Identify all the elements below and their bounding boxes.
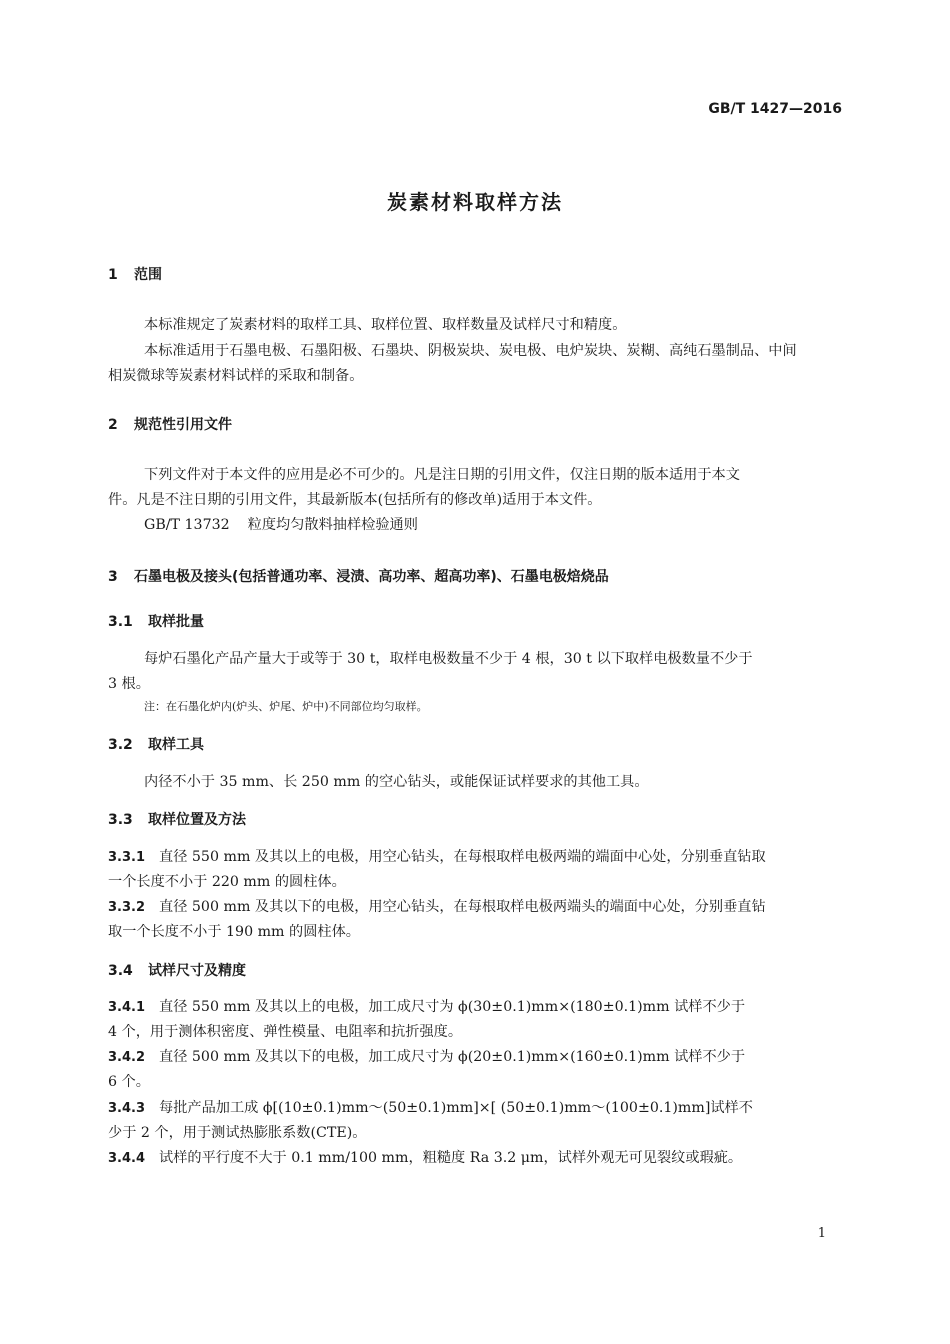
paragraph-continuation: 件。凡是不注日期的引用文件，其最新版本(包括所有的修改单)适用于本文件。 <box>108 492 602 508</box>
section-number: 1 <box>108 267 118 283</box>
clause-text: 每批产品加工成 ϕ[(10±0.1)mm～(50±0.1)mm]×[ (50±0.1)mm～(100±0.1)mm]试样不 <box>159 1100 753 1116</box>
subsection-3-4-heading <box>108 960 246 980</box>
clause-3-4-2 <box>108 1046 745 1066</box>
clause-text: 直径 550 mm 及其以上的电极，加工成尺寸为 ϕ(30±0.1)mm×(180±0.1)mm 试样不少于 <box>159 999 746 1015</box>
section-1-heading <box>108 264 162 284</box>
subsection-3-2-heading <box>108 734 204 754</box>
clause-text: 直径 550 mm 及其以上的电极，用空心钻头，在每根取样电极两端的端面中心处，分别垂直钻取 <box>159 849 766 865</box>
section-number: 3 <box>108 569 118 585</box>
clause-3-4-4 <box>108 1147 742 1167</box>
clause-number: 3.4.4 <box>108 1151 146 1166</box>
clause-3-4-1 <box>108 996 745 1016</box>
paragraph-continuation: 3 根。 <box>108 676 150 692</box>
reference-code: GB/T 13732 <box>144 517 230 533</box>
document-title: 炭素材料取样方法 <box>387 190 563 214</box>
section-title: 石墨电极及接头(包括普通功率、浸渍、高功率、超高功率)、石墨电极焙烧品 <box>134 569 609 585</box>
clause-text: 直径 500 mm 及其以下的电极，加工成尺寸为 ϕ(20±0.1)mm×(160±0.1)mm 试样不少于 <box>159 1049 746 1065</box>
subsection-number: 3.2 <box>108 737 133 753</box>
paragraph-continuation: 相炭微球等炭素材料试样的采取和制备。 <box>108 368 364 384</box>
section-3-heading <box>108 566 609 586</box>
clause-number: 3.4.2 <box>108 1050 146 1065</box>
section-number: 2 <box>108 417 118 433</box>
clause-3-4-3 <box>108 1097 753 1117</box>
subsection-3-3-heading <box>108 809 246 829</box>
subsection-title: 取样位置及方法 <box>148 812 246 828</box>
subsection-number: 3.4 <box>108 963 133 979</box>
paragraph-continuation: 6 个。 <box>108 1074 150 1090</box>
clause-number: 3.3.2 <box>108 900 146 915</box>
reference-title: 粒度均匀散料抽样检验通则 <box>247 517 418 533</box>
page-number: 1 <box>817 1226 826 1241</box>
paragraph-continuation: 少于 2 个，用于测试热膨胀系数(CTE)。 <box>108 1125 367 1141</box>
clause-3-3-2 <box>108 896 766 916</box>
paragraph: 本标准适用于石墨电极、石墨阳极、石墨块、阴极炭块、炭电极、电炉炭块、炭糊、高纯石墨制品、中间 <box>144 343 797 359</box>
standard-number: GB/T 1427—2016 <box>708 101 842 117</box>
paragraph-continuation: 一个长度不小于 220 mm 的圆柱体。 <box>108 874 346 890</box>
section-title: 范围 <box>134 267 162 283</box>
subsection-3-1-heading <box>108 611 204 631</box>
clause-number: 3.3.1 <box>108 850 146 865</box>
paragraph: 内径不小于 35 mm、长 250 mm 的空心钻头，或能保证试样要求的其他工具。 <box>144 774 649 790</box>
note: 注：在石墨化炉内(炉头、炉尾、炉中)不同部位均匀取样。 <box>144 700 428 713</box>
subsection-number: 3.3 <box>108 812 133 828</box>
clause-3-3-1 <box>108 846 766 866</box>
normative-reference <box>144 514 418 534</box>
paragraph-continuation: 4 个，用于测体积密度、弹性模量、电阻率和抗折强度。 <box>108 1024 463 1040</box>
subsection-number: 3.1 <box>108 614 133 630</box>
subsection-title: 试样尺寸及精度 <box>148 963 246 979</box>
paragraph-continuation: 取一个长度不小于 190 mm 的圆柱体。 <box>108 924 360 940</box>
clause-text: 直径 500 mm 及其以下的电极，用空心钻头，在每根取样电极两端头的端面中心处，分别垂直钻 <box>159 899 766 915</box>
subsection-title: 取样批量 <box>148 614 204 630</box>
paragraph: 每炉石墨化产品产量大于或等于 30 t，取样电极数量不少于 4 根，30 t 以下取样电极数量不少于 <box>144 651 753 667</box>
paragraph: 本标准规定了炭素材料的取样工具、取样位置、取样数量及试样尺寸和精度。 <box>144 317 627 333</box>
section-title: 规范性引用文件 <box>134 417 232 433</box>
clause-number: 3.4.1 <box>108 1000 146 1015</box>
paragraph: 下列文件对于本文件的应用是必不可少的。凡是注日期的引用文件，仅注日期的版本适用于本文 <box>144 467 740 483</box>
clause-number: 3.4.3 <box>108 1101 146 1116</box>
clause-text: 试样的平行度不大于 0.1 mm/100 mm，粗糙度 Ra 3.2 μm，试样外观无可见裂纹或瑕疵。 <box>159 1150 743 1166</box>
subsection-title: 取样工具 <box>148 737 204 753</box>
section-2-heading <box>108 414 232 434</box>
